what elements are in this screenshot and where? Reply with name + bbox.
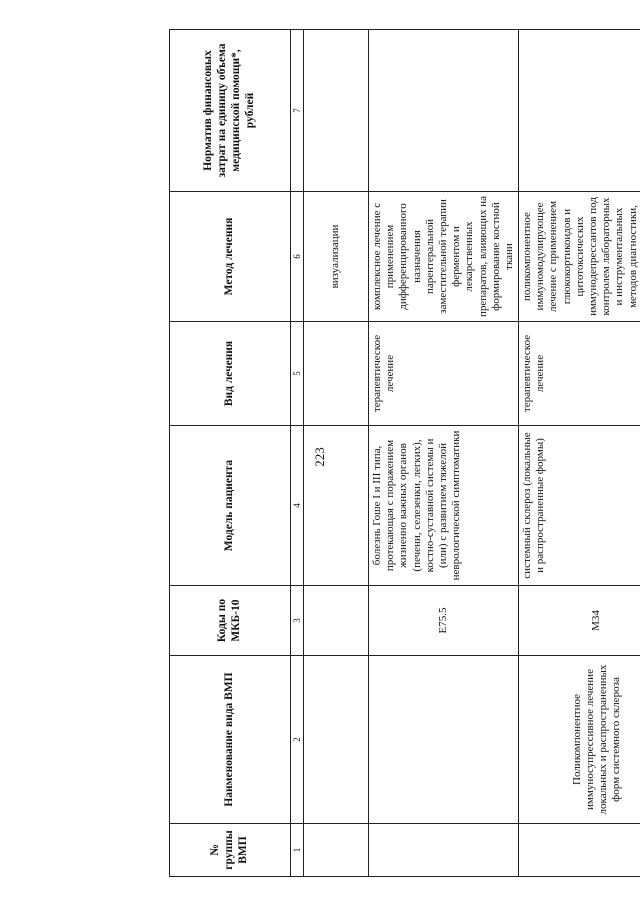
cell-vmp-name (369, 656, 519, 824)
cell-icd-code: M34 (519, 586, 640, 656)
cell-treatment-type: терапевтическое лечение (369, 322, 519, 426)
cell-treatment-type (304, 322, 369, 426)
page-number: 223 (312, 447, 327, 467)
column-number: 4 (291, 426, 304, 586)
cell-patient-model: болезнь Гоше I и III типа, протекающая с поражением жизненно важных органов (печени, селезенки, легких), костно-суставной системы и (или) с развитием тяжелой неврологической симптоматики (369, 426, 519, 586)
header-cost-norm: Норматив финансовых затрат на единицу объема медицинской помощи*, рублей (170, 30, 291, 192)
cell-treatment-method: поликомпонентное иммуномодулирующее лечение с применением глюкокортикоидов и цитотоксических иммунодепрессантов под контролем лабораторных и инструментальных методов диагностики, (519, 192, 640, 322)
cell-vmp-name (304, 656, 369, 824)
cell-cost-norm (369, 30, 519, 192)
table-row (519, 30, 640, 877)
cell-group (304, 824, 369, 877)
treatment-table-wrapper (169, 30, 637, 877)
header-row (170, 30, 291, 877)
cell-cost-norm (304, 30, 369, 192)
header-treatment-method: Метод лечения (170, 192, 291, 322)
cell-icd-code: E75.5 (369, 586, 519, 656)
cell-cost-norm (519, 30, 640, 192)
header-icd-codes: Коды по МКБ-10 (170, 586, 291, 656)
header-group-number: № группы ВМП (170, 824, 291, 877)
cell-patient-model: системный склероз (локальные и распространенные формы) (519, 426, 640, 586)
header-treatment-type: Вид лечения (170, 322, 291, 426)
column-number: 1 (291, 824, 304, 877)
table-row (304, 30, 369, 877)
cell-icd-code (304, 586, 369, 656)
column-number-row (291, 30, 304, 877)
cell-patient-model (304, 426, 369, 586)
column-number: 7 (291, 30, 304, 192)
table-row (369, 30, 519, 877)
column-number: 5 (291, 322, 304, 426)
header-patient-model: Модель пациента (170, 426, 291, 586)
cell-group (519, 824, 640, 877)
cell-group (369, 824, 519, 877)
cell-vmp-name: Поликомпонентное иммуносупрессивное лечение локальных и распространенных форм системного склероза (519, 656, 640, 824)
header-vmp-name: Наименование вида ВМП (170, 656, 291, 824)
cell-treatment-method: визуализации (304, 192, 369, 322)
cell-treatment-method: комплексное лечение с применением дифференцированного назначения парентеральной заместительной терапии ферментом и лекарственных препаратов, влияющих на формирование костной ткани (369, 192, 519, 322)
column-number: 3 (291, 586, 304, 656)
cell-treatment-type: терапевтическое лечение (519, 322, 640, 426)
treatment-table (169, 29, 640, 877)
column-number: 2 (291, 656, 304, 824)
column-number: 6 (291, 192, 304, 322)
